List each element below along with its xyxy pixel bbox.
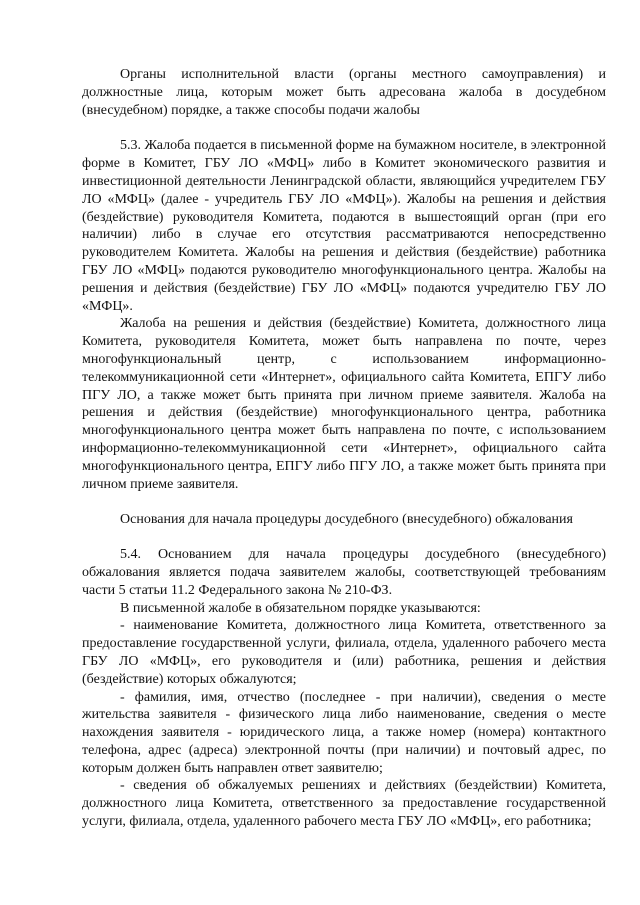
paragraph-mail: Жалоба на решения и действия (бездействие) Комитета, должностного лица Комитета, руководителя Комитета, может быть направлена по почте, через многофункциональный центр, с использованием информационно-телекоммуникационной сети «Интернет», официального сайта Комитета, ЕПГУ либо ПГУ ЛО, а также может быть принята при личном приеме заявителя. Жалоба на решения и действия (бездействие) многофункционального центра, работника многофункционального центра может быть направлена по почте, с использованием информационно-телекоммуникационной сети «Интернет», официального сайта многофункционального центра, ЕПГУ либо ПГУ ЛО, а также может быть принята при личном приеме заявителя. — [82, 316, 606, 492]
section-heading-bodies: Органы исполнительной власти (органы местного самоуправления) и должностные лица, которым может быть адресована жалоба в досудебном (внесудебном) порядке, а также способы подачи жалобы — [82, 67, 606, 118]
paragraph-5-3: 5.3. Жалоба подается в письменной форме на бумажном носителе, в электронной форме в Комитет, ГБУ ЛО «МФЦ» либо в Комитет экономического развития и инвестиционной деятельности Ленинградской области, являющийся учредителем ГБУ ЛО «МФЦ» (далее - учредитель ГБУ ЛО «МФЦ»). Жалобы на решения и действия (бездействие) руководителя Комитета, подаются в вышестоящий орган (при его наличии) либо в случае его отсутствия рассматриваются непосредственно руководителем Комитета. Жалобы на решения и действия (бездействие) работника ГБУ ЛО «МФЦ» подаются руководителю многофункционального центра. Жалобы на решения и действия (бездействие) ГБУ ЛО «МФЦ» подаются учредителю ГБУ ЛО «МФЦ». — [82, 138, 606, 314]
list-item: - наименование Комитета, должностного лица Комитета, ответственного за предоставление государственной услуги, филиала, отдела, удаленного рабочего места ГБУ ЛО «МФЦ», его руководителя и (или) работника, решения и действия (бездействие) которых обжалуются; — [82, 618, 606, 687]
list-item: - фамилия, имя, отчество (последнее - при наличии), сведения о месте жительства заявителя - физического лица либо наименование, сведения о месте нахождения заявителя - юридического лица, а также номер (номера) контактного телефона, адрес (адреса) электронной почты (при наличии) и почтовый адрес, по которым должен быть направлен ответ заявителю; — [82, 689, 606, 776]
list-item: - сведения об обжалуемых решениях и действиях (бездействии) Комитета, должностного лица Комитета, ответственного за предоставление государственной услуги, филиала, отдела, удаленного рабочего места ГБУ ЛО «МФЦ», его работника; — [82, 778, 606, 830]
paragraph-5-4: 5.4. Основанием для начала процедуры досудебного (внесудебного) обжалования является подача заявителем жалобы, соответствующей требованиям части 5 статьи 11.2 Федерального закона № 210-ФЗ. — [82, 547, 606, 598]
paragraph-required: В письменной жалобе в обязательном порядке указываются: — [120, 600, 481, 616]
section-heading-grounds: Основания для начала процедуры досудебного (внесудебного) обжалования — [120, 512, 573, 528]
